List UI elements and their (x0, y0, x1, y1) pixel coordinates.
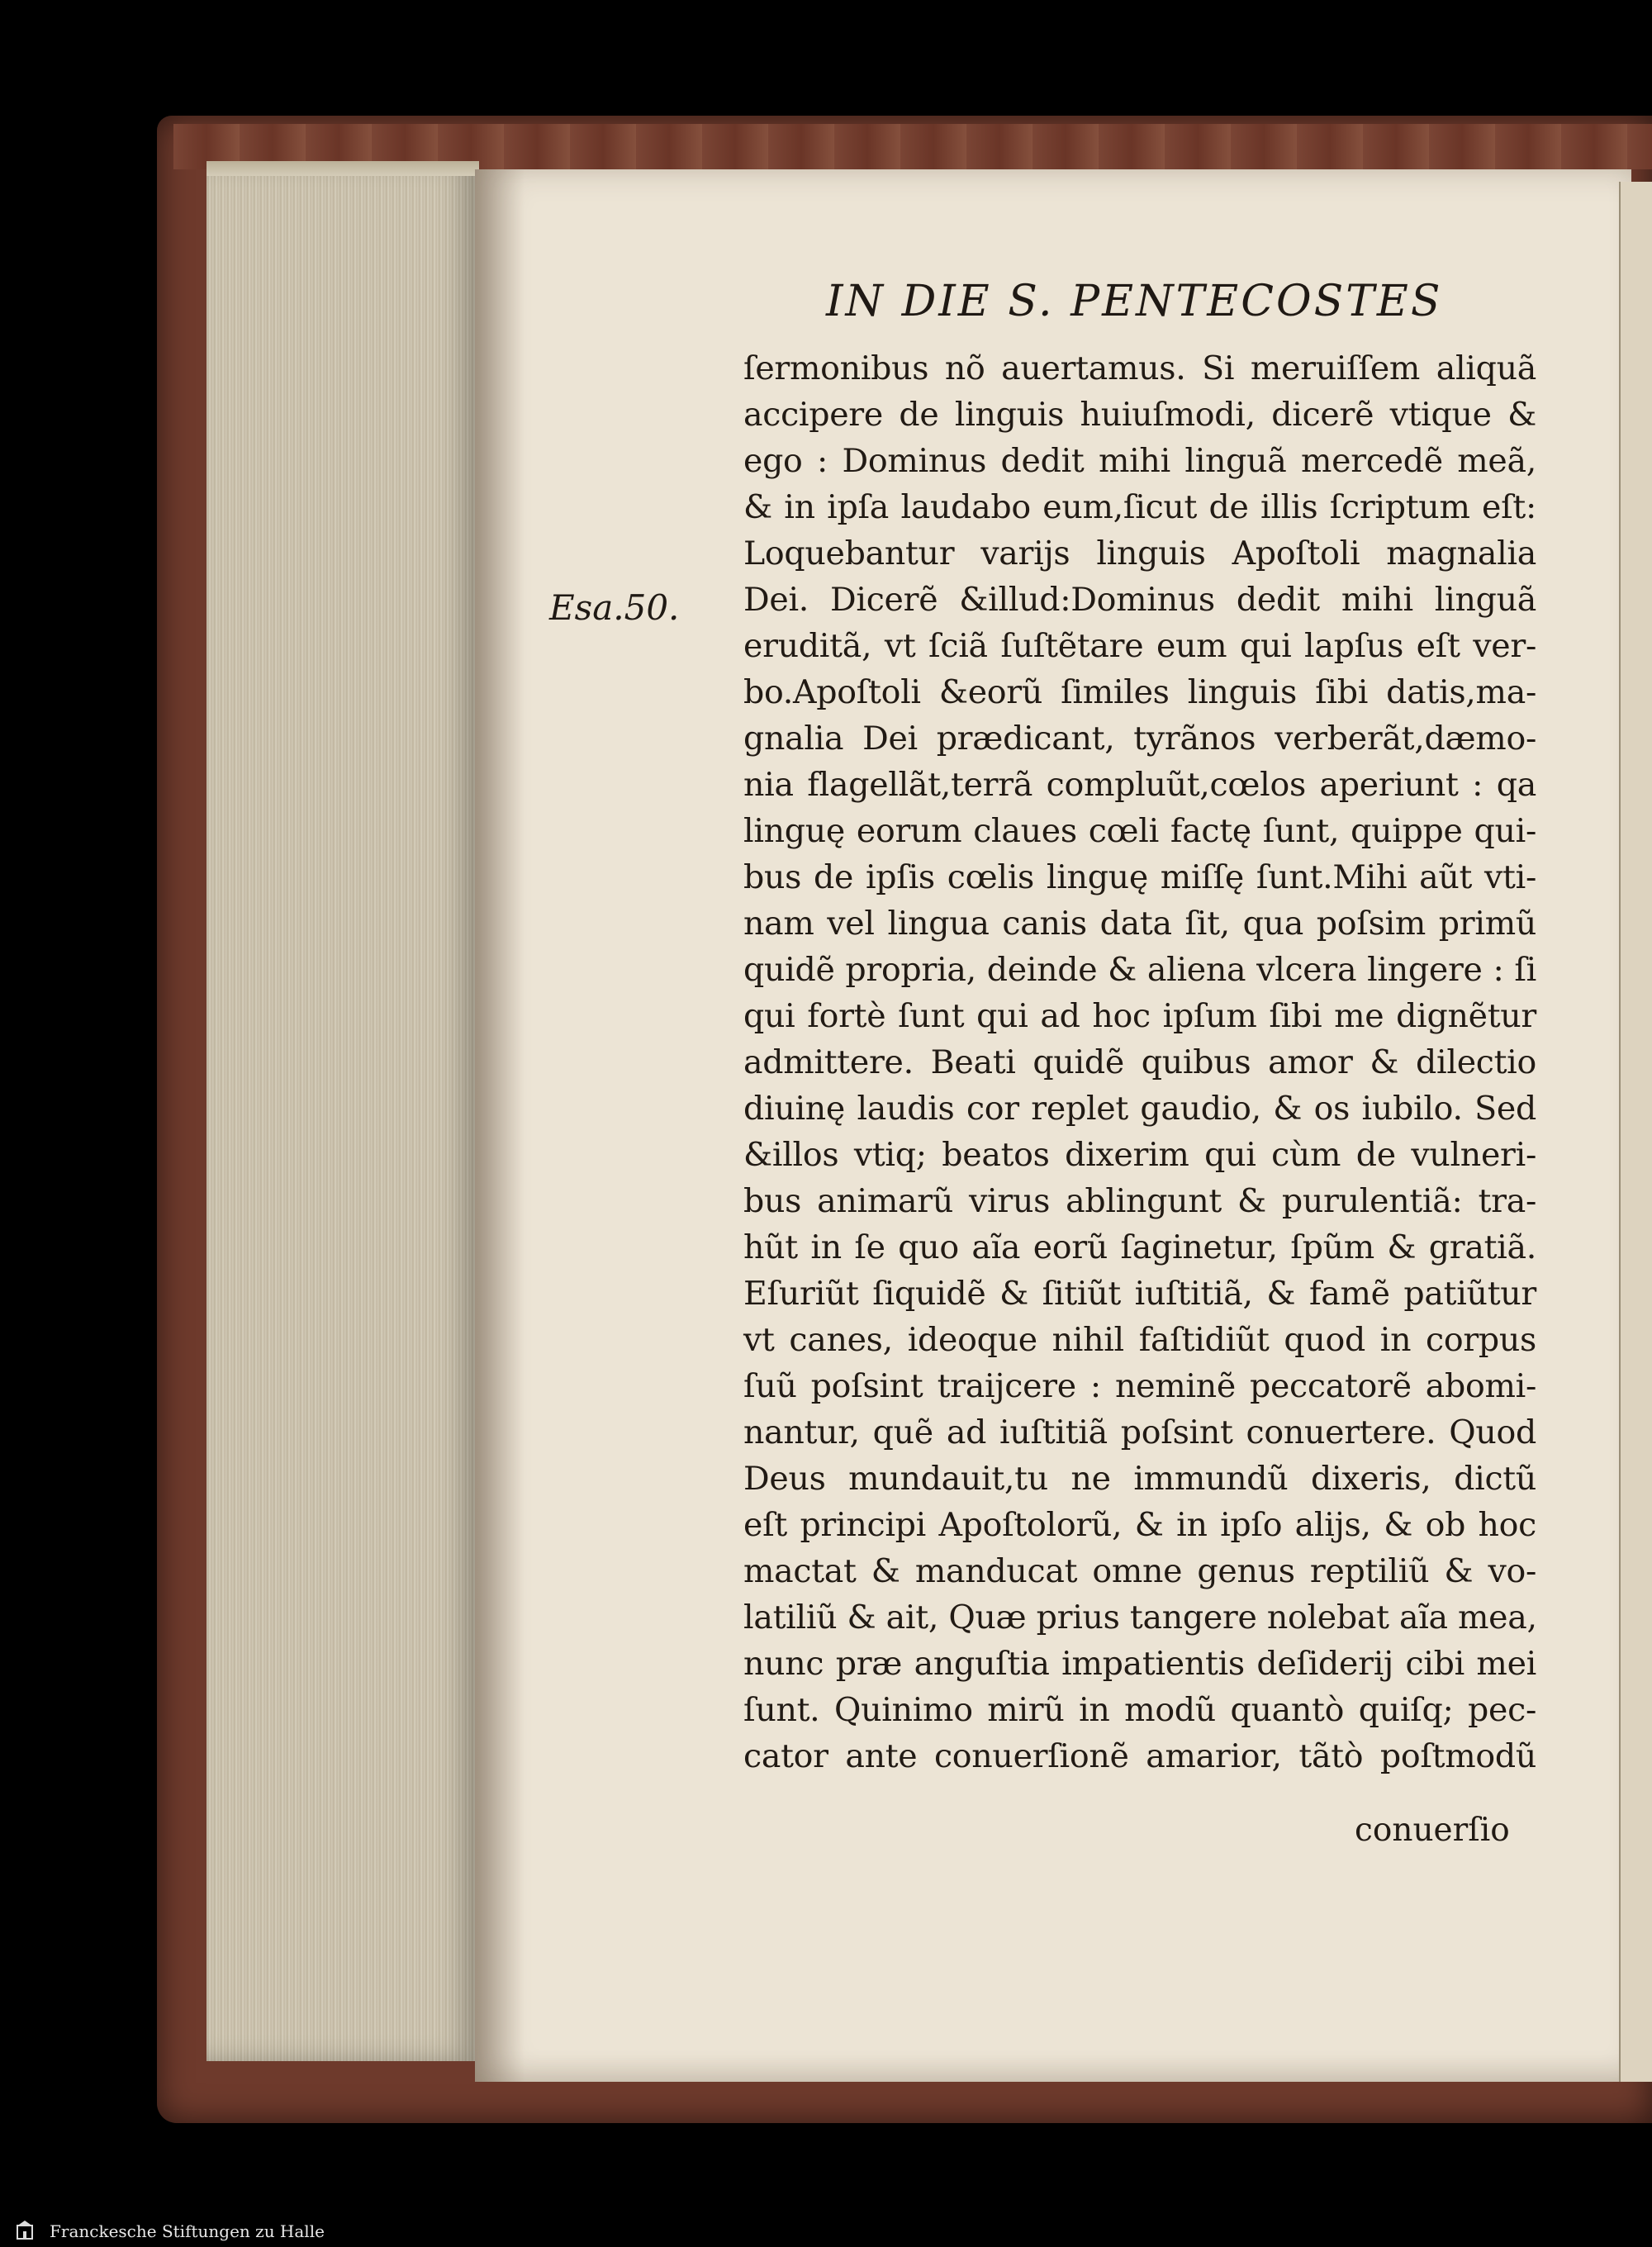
text-line: latiliũ & ait, Quæ prius tangere nolebat aĩa mea, (743, 1599, 1537, 1637)
catchword: conuerſio (1355, 1812, 1510, 1849)
marginal-note: Esa.50. (549, 587, 680, 628)
footer-credit: Franckesche Stiftungen zu Halle (50, 2221, 325, 2241)
text-line: bus animarũ virus ablingunt & purulentiã: tra- (743, 1182, 1536, 1220)
text-line: Loquebantur varijs linguis Apoſtoli magnalia (743, 534, 1536, 572)
page-edges-top (206, 161, 479, 176)
text-line: admittere. Beati quidẽ quibus amor & dilectio (743, 1043, 1536, 1081)
text-line: eſt principi Apoſtolorũ, & in ipſo alijs, & ob hoc (743, 1506, 1536, 1544)
text-line: Eſuriũt ſiquidẽ & ſitiũt iuſtitiã, & famẽ patiũtur (743, 1275, 1536, 1313)
text-line: ſunt. Quinimo mirũ in modũ quantò quiſq; pec- (743, 1691, 1536, 1729)
text-line: bo.Apoſtoli &eorũ ſimiles linguis ſibi datis,ma- (743, 673, 1536, 711)
institution-logo-icon (7, 2217, 43, 2244)
text-line: Deus mundauit,tu ne immundũ dixeris, dictũ (743, 1460, 1536, 1498)
text-line: cator ante conuerſionẽ amarior, tãtò poſtmodũ (743, 1737, 1536, 1775)
text-line: nia flagellãt,terrã compluũt,cœlos aperiunt : qa (743, 766, 1536, 804)
text-line: bus de ipſis cœlis linguę miſſę ſunt.Mihi aũt vti- (743, 858, 1536, 896)
text-line: & in ipſa laudabo eum,ſicut de illis ſcriptum eſt: (743, 488, 1536, 526)
text-line: hũt in ſe quo aĩa eorũ ſaginetur, ſpũm & gratiã. (743, 1228, 1536, 1266)
page-gutter-shadow (475, 169, 525, 2082)
text-line: nunc præ anguſtia impatientis deſiderij cibi mei (743, 1645, 1536, 1683)
text-line: nam vel lingua canis data ſit, qua poſsim primũ (743, 905, 1536, 943)
text-line: accipere de linguis huiuſmodi, dicerẽ vtique & (743, 396, 1536, 434)
text-line: ſermonibus nõ auertamus. Si meruiſſem aliquã (743, 349, 1536, 387)
text-line: qui fortè ſunt qui ad hoc ipſum ſibi me dignẽtur (743, 997, 1536, 1035)
text-line: &illos vtiq; beatos dixerim qui cùm de vulneri- (743, 1136, 1536, 1174)
text-line: ſuũ poſsint traijcere : neminẽ peccatorẽ abomi- (743, 1367, 1536, 1405)
text-line: ego : Dominus dedit mihi linguã mercedẽ meã, (743, 442, 1536, 480)
text-line: nantur, quẽ ad iuſtitiã poſsint conuertere. Quod (743, 1413, 1536, 1451)
running-head: IN DIE S. PENTECOSTES (826, 277, 1443, 326)
text-line: eruditã, vt ſciã ſuſtẽtare eum qui lapſus eſt ver- (743, 627, 1536, 665)
body-text (743, 345, 1536, 1779)
text-line: gnalia Dei prædicant, tyrãnos verberãt,dæmo- (743, 720, 1536, 758)
page-edges-stack (206, 161, 479, 2061)
text-line: mactat & manducat omne genus reptiliũ & vo- (743, 1552, 1536, 1590)
facing-page-edge (1619, 182, 1652, 2082)
text-line: quidẽ propria, deinde & aliena vlcera lingere : ſi (743, 951, 1536, 989)
text-line: diuinę laudis cor replet gaudio, & os iubilo. Sed (743, 1090, 1536, 1128)
text-line: Dei. Dicerẽ &illud:Dominus dedit mihi linguã (743, 581, 1536, 619)
text-line: linguę eorum claues cœli factę ſunt, quippe qui- (743, 812, 1536, 850)
text-line: vt canes, ideoque nihil faſtidiũt quod in corpus (743, 1321, 1536, 1359)
